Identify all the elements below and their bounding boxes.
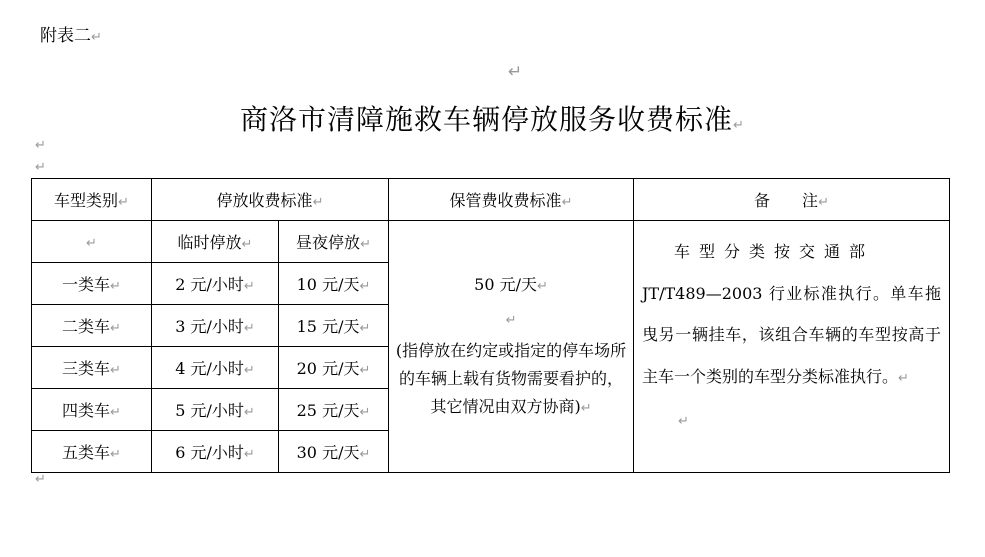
header-remarks: 备 注↵ [634,179,950,221]
temporary-fee-cell: 6 元/小时↵ [152,431,279,473]
vehicle-type-cell: 一类车↵ [32,263,152,305]
remarks-text: JT/T489—2003 行业标准执行。单车拖曳另一辆挂车，该组合车辆的车型按高于主车一个类别的车型分类标准执行。↵ [642,283,942,386]
temporary-fee-cell: 3 元/小时↵ [152,305,279,347]
paragraph-mark: ↵ [505,312,517,328]
paragraph-mark: ↵ [35,160,46,175]
custody-fee-cell [389,221,634,473]
temporary-fee-cell: 4 元/小时↵ [152,347,279,389]
header-custody-fee: 保管费收费标准↵ [389,179,634,221]
header-vehicle-type: 车型类别↵ [32,179,152,221]
day-night-fee-cell: 15 元/天↵ [279,305,389,347]
page-title: 商洛市清障施救车辆停放服务收费标准↵ [240,103,745,136]
fee-table [31,178,950,473]
day-night-fee-cell: 25 元/天↵ [279,389,389,431]
vehicle-type-cell: 二类车↵ [32,305,152,347]
custody-price: 50 元/天↵ [474,274,548,294]
vehicle-type-cell: 五类车↵ [32,431,152,473]
paragraph-mark: ↵ [35,138,46,153]
sub-header-row [32,221,950,263]
paragraph-mark: ↵ [35,472,46,487]
remarks-line1: 车型分类按交通部 [674,242,875,261]
sub-header-temporary: 临时停放↵ [152,221,279,263]
vehicle-type-cell: 三类车↵ [32,347,152,389]
table-header-row [32,179,950,221]
vehicle-type-cell: 四类车↵ [32,389,152,431]
temporary-fee-cell: 2 元/小时↵ [152,263,279,305]
remarks-cell [634,221,950,473]
temporary-fee-cell: 5 元/小时↵ [152,389,279,431]
day-night-fee-cell: 30 元/天↵ [279,431,389,473]
paragraph-mark: ↵ [678,414,689,429]
day-night-fee-cell: 20 元/天↵ [279,347,389,389]
paragraph-mark: ↵ [508,62,523,82]
appendix-label: 附表二↵ [40,26,102,46]
custody-note: (指停放在约定或指定的停车场所的车辆上载有货物需要看护的，其它情况由双方协商)↵ [395,340,627,416]
day-night-fee-cell: 10 元/天↵ [279,263,389,305]
header-parking-fee: 停放收费标准↵ [152,179,389,221]
sub-header-day-night: 昼夜停放↵ [279,221,389,263]
empty-cell: ↵ [32,221,152,263]
